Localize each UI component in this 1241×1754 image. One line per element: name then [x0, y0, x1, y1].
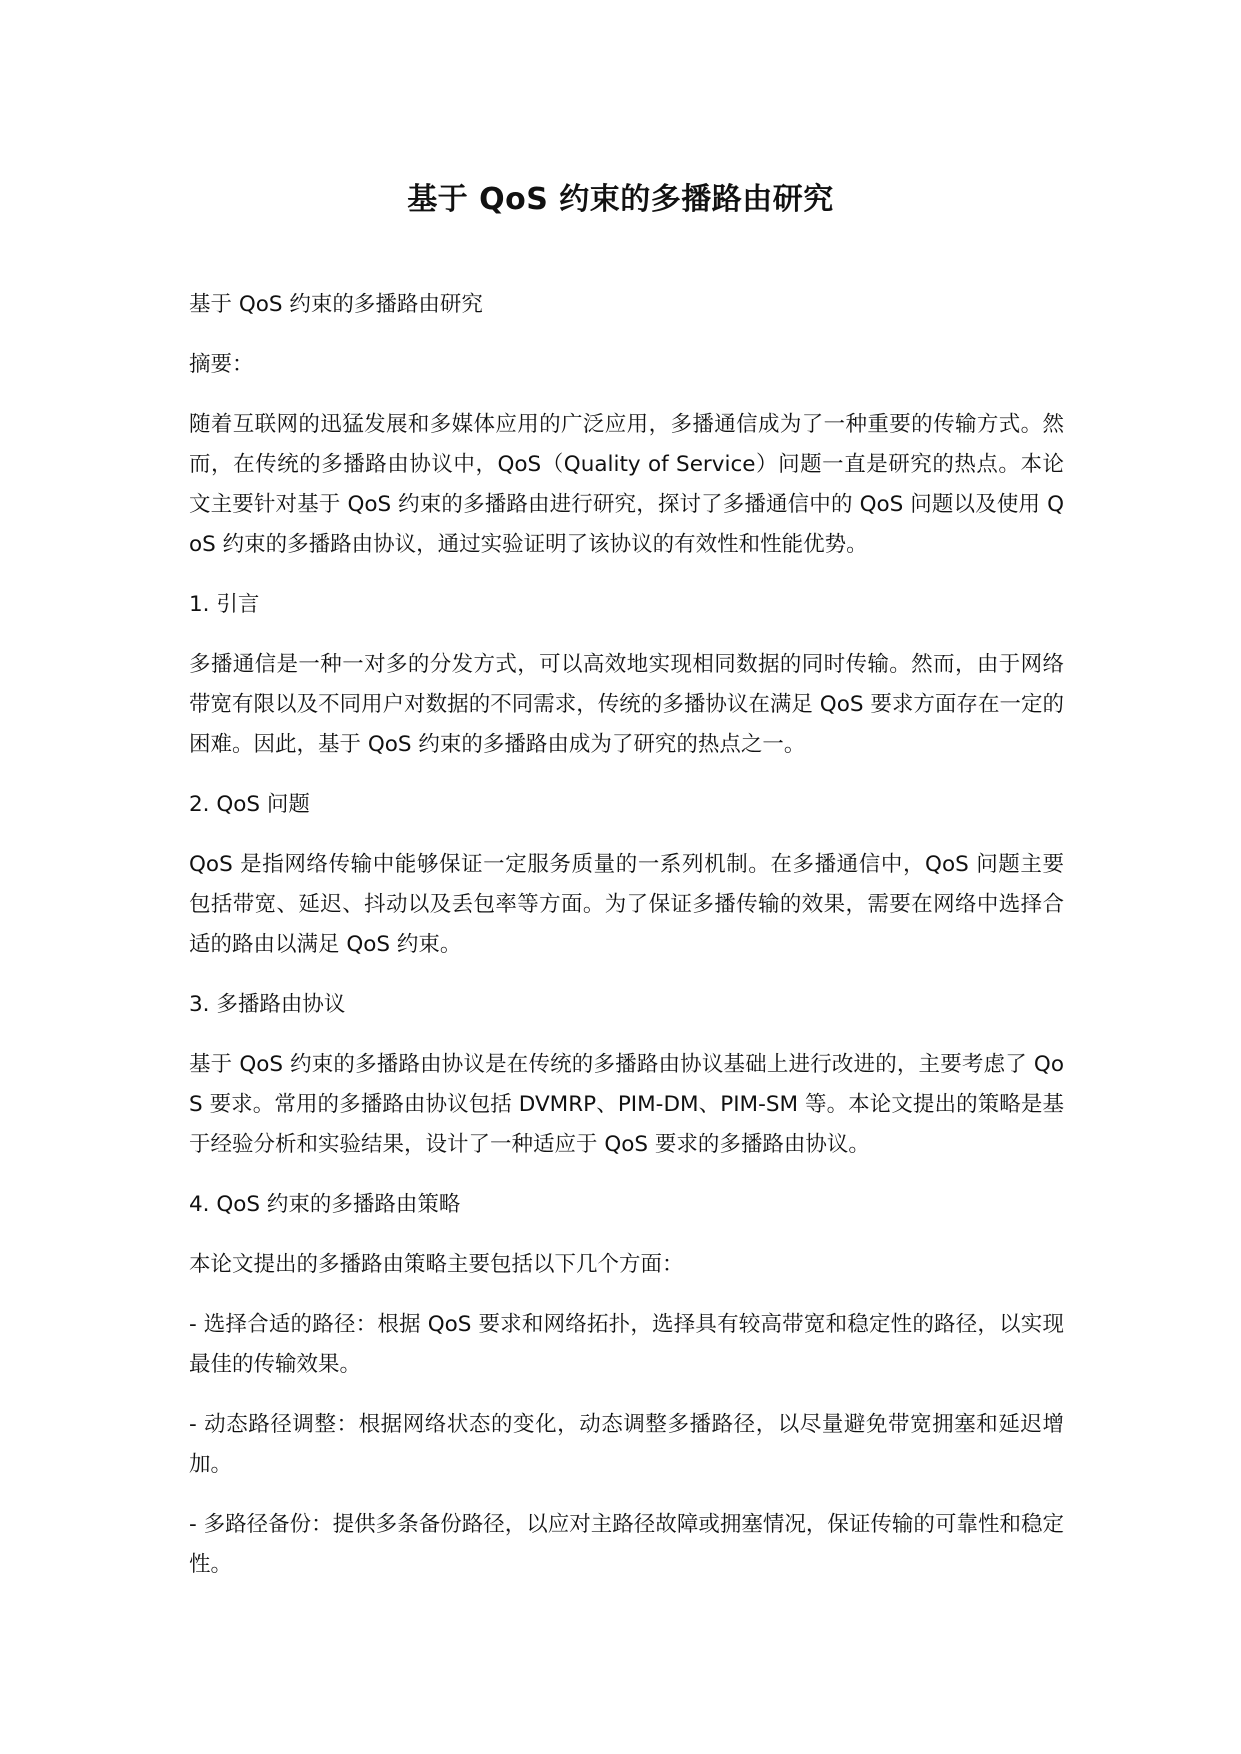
subtitle-paragraph: 基于 QoS 约束的多播路由研究	[189, 292, 483, 317]
section-heading-routing-strategy: 4. QoS 约束的多播路由策略	[189, 1192, 461, 1217]
abstract-paragraph: 随着互联网的迅猛发展和多媒体应用的广泛应用，多播通信成为了一种重要的传输方式。然而，在传统的多播路由协议中，QoS（Quality of Service）问题一直是研究的热点。本论文主要针对基于 QoS 约束的多播路由进行研究，探讨了多播通信中的 QoS 问题以及使用 QoS 约束的多播路由协议，通过实验证明了该协议的有效性和性能优势。	[189, 412, 1064, 557]
section-heading-introduction: 1. 引言	[189, 592, 260, 617]
strategy-item-multipath-backup: - 多路径备份：提供多条备份路径，以应对主路径故障或拥塞情况，保证传输的可靠性和稳定性。	[189, 1512, 1064, 1577]
qos-problem-paragraph: QoS 是指网络传输中能够保证一定服务质量的一系列机制。在多播通信中，QoS 问题主要包括带宽、延迟、抖动以及丢包率等方面。为了保证多播传输的效果，需要在网络中选择合适的路由以满足 QoS 约束。	[189, 852, 1064, 957]
strategy-item-dynamic-adjustment: - 动态路径调整：根据网络状态的变化，动态调整多播路径，以尽量避免带宽拥塞和延迟增加。	[189, 1412, 1064, 1477]
multicast-protocol-paragraph: 基于 QoS 约束的多播路由协议是在传统的多播路由协议基础上进行改进的，主要考虑了 QoS 要求。常用的多播路由协议包括 DVMRP、PIM-DM、PIM-SM 等。本论文提出的策略是基于经验分析和实验结果，设计了一种适应于 QoS 要求的多播路由协议。	[189, 1052, 1064, 1157]
section-heading-multicast-protocol: 3. 多播路由协议	[189, 992, 346, 1017]
introduction-paragraph: 多播通信是一种一对多的分发方式，可以高效地实现相同数据的同时传输。然而，由于网络带宽有限以及不同用户对数据的不同需求，传统的多播协议在满足 QoS 要求方面存在一定的困难。因此，基于 QoS 约束的多播路由成为了研究的热点之一。	[189, 652, 1064, 757]
document-body	[189, 285, 1064, 1605]
abstract-heading: 摘要：	[189, 352, 254, 377]
section-heading-qos-problem: 2. QoS 问题	[189, 792, 310, 817]
document-title: 基于 QoS 约束的多播路由研究	[407, 182, 834, 217]
routing-strategy-intro: 本论文提出的多播路由策略主要包括以下几个方面：	[189, 1252, 684, 1277]
strategy-item-path-selection: - 选择合适的路径：根据 QoS 要求和网络拓扑，选择具有较高带宽和稳定性的路径，以实现最佳的传输效果。	[189, 1312, 1064, 1377]
